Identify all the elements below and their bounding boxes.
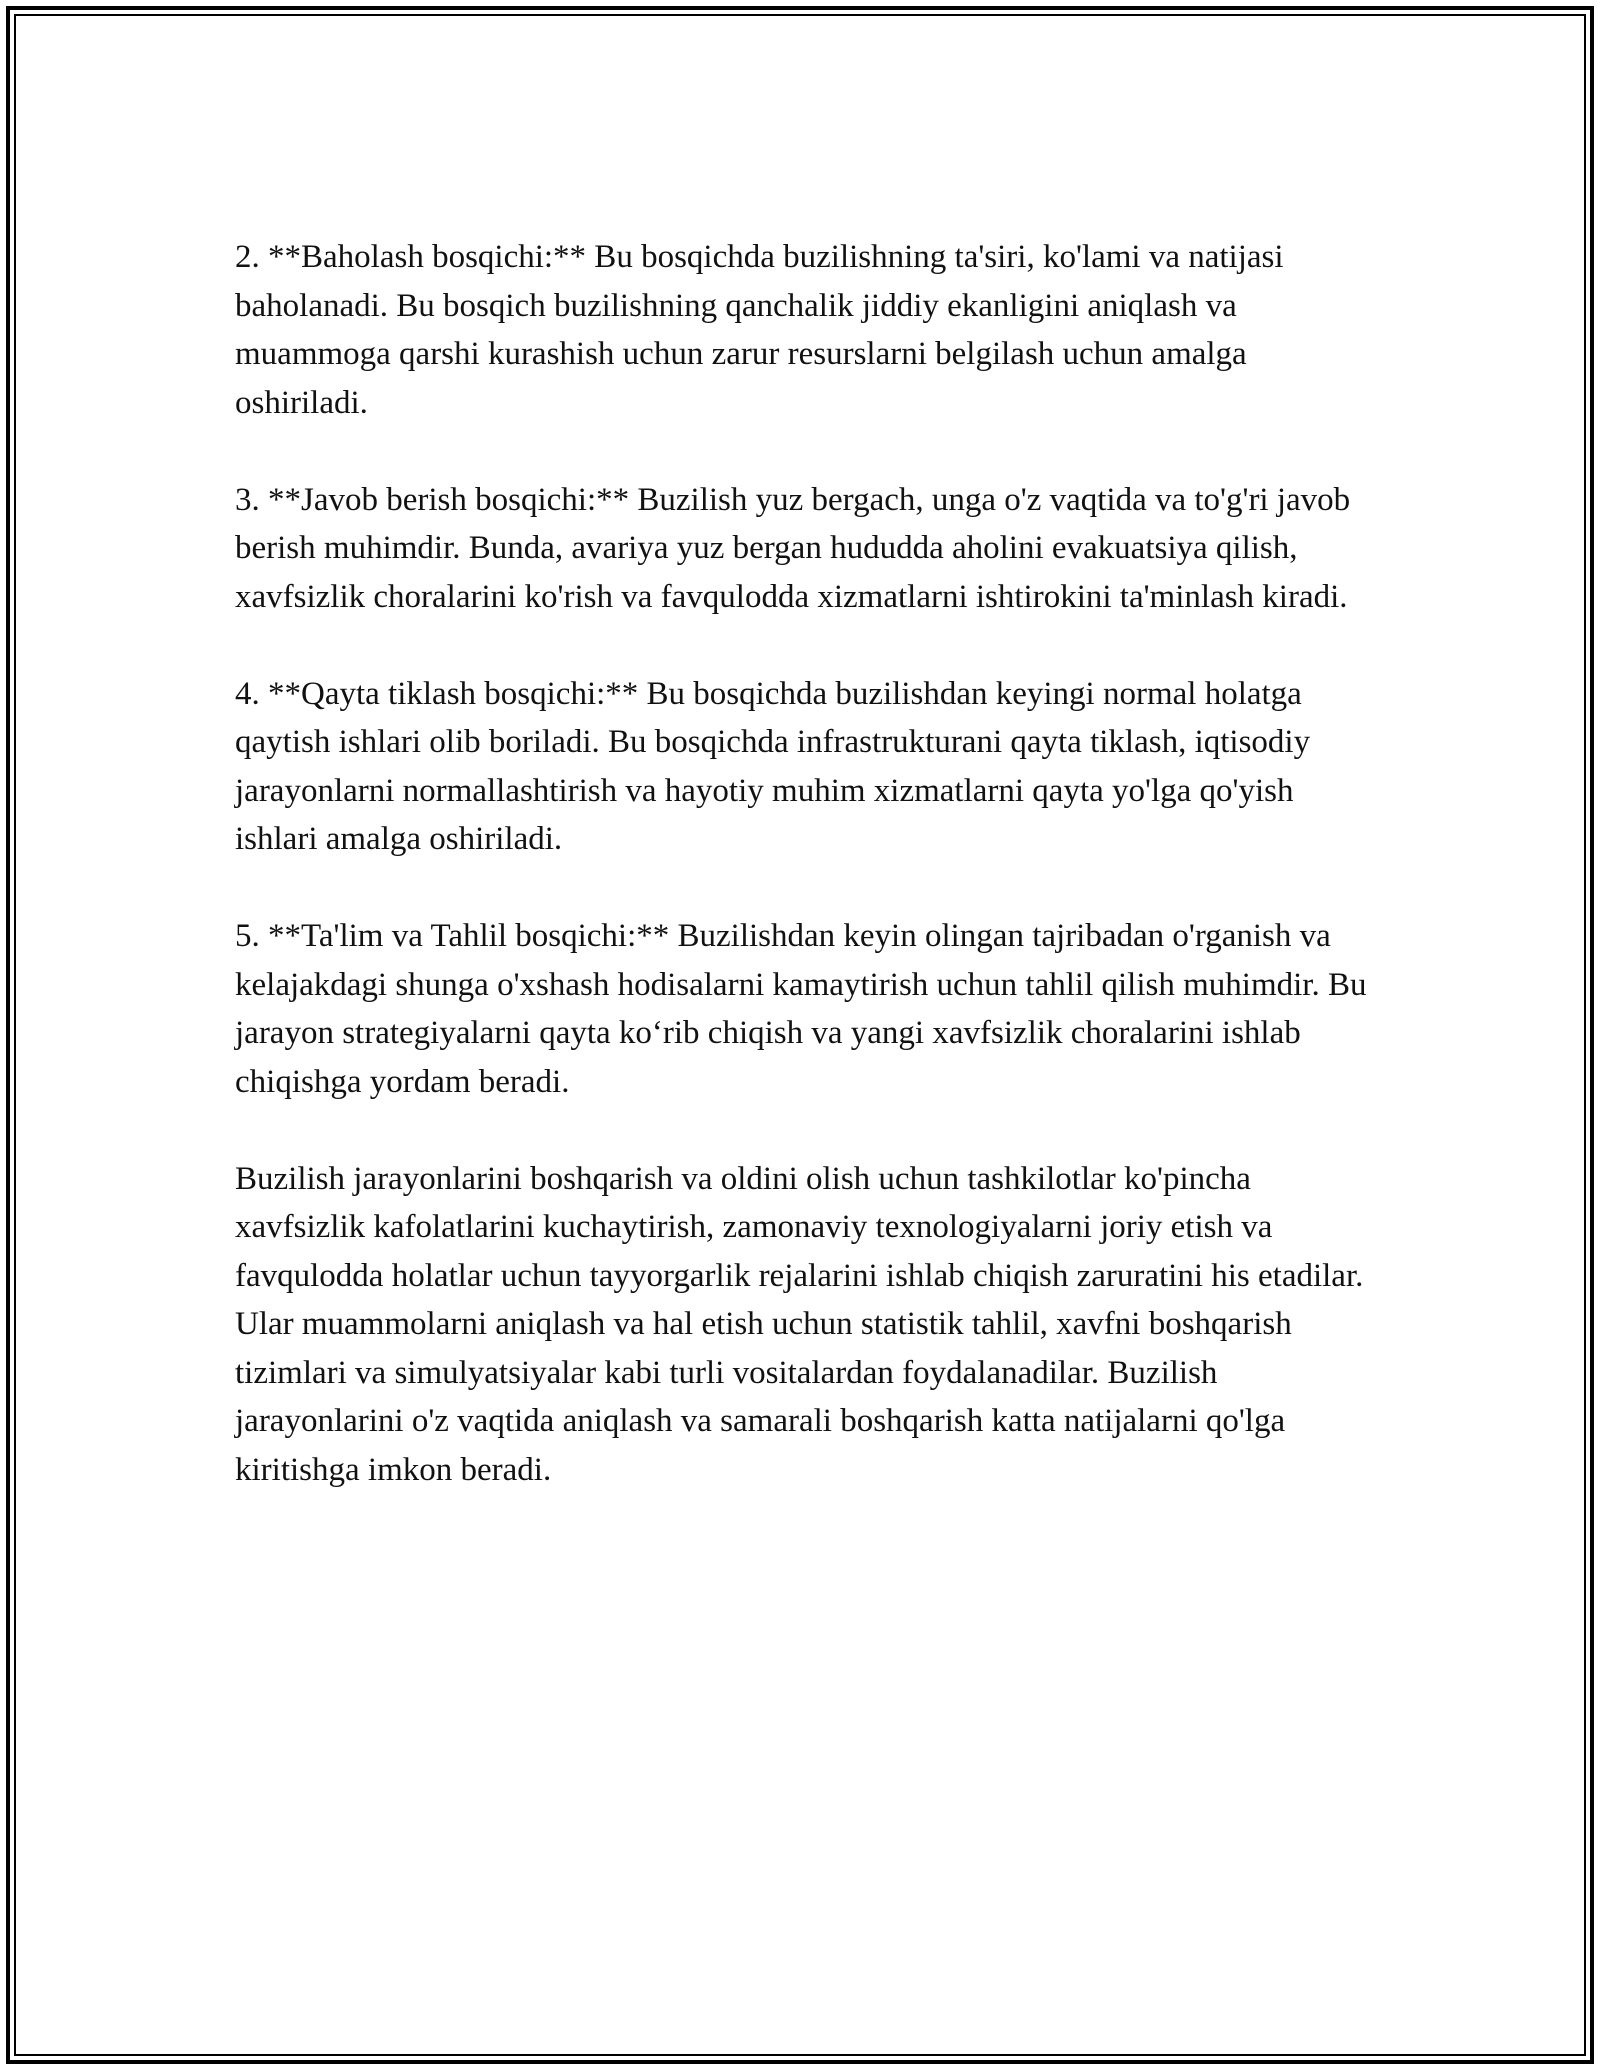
- document-body: [235, 233, 1375, 1543]
- paragraph-recovery-stage: 4. **Qayta tiklash bosqichi:** Bu bosqichda buzilishdan keyingi normal holatga qaytish ishlari olib boriladi. Bu bosqichda infrastrukturani qayta tiklash, iqtisodiy jarayonlarni normallashtirish va hayotiy muhim xizmatlarni qayta yo'lga qo'yish ishlari amalga oshiriladi.: [235, 675, 1311, 857]
- paragraph-response-stage: 3. **Javob berish bosqichi:** Buzilish yuz bergach, unga o'z vaqtida va to'g'ri javob berish muhimdir. Bunda, avariya yuz bergan hududda aholini evakuatsiya qilish, xavfsizlik choralarini ko'rish va favqulodda xizmatlarni ishtirokini ta'minlash kiradi.: [235, 481, 1351, 615]
- paragraph-assessment-stage: 2. **Baholash bosqichi:** Bu bosqichda buzilishning ta'siri, ko'lami va natijasi baholanadi. Bu bosqich buzilishning qanchalik jiddiy ekanligini aniqlash va muammoga qarshi kurashish uchun zarur resurslarni belgilash uchun amalga oshiriladi.: [235, 239, 1284, 421]
- paragraph-conclusion: Buzilish jarayonlarini boshqarish va oldini olish uchun tashkilotlar ko'pincha xavfsizlik kafolatlarini kuchaytirish, zamonaviy texnologiyalarni joriy etish va favqulodda holatlar uchun tayyorgarlik rejalarini ishlab chiqish zaruratini his etadilar. Ular muammolarni aniqlash va hal etish uchun statistik tahlil, xavfni boshqarish tizimlari va simulyatsiyalar kabi turli vositalardan foydalanadilar. Buzilish jarayonlarini o'z vaqtida aniqlash va samarali boshqarish katta natijalarni qo'lga kiritishga imkon beradi.: [235, 1160, 1364, 1488]
- paragraph-learning-stage: 5. **Ta'lim va Tahlil bosqichi:** Buzilishdan keyin olingan tajribadan o'rganish va kelajakdagi shunga o'xshash hodisalarni kamaytirish uchun tahlil qilish muhimdir. Bu jarayon strategiyalarni qayta ko‘rib chiqish va yangi xavfsizlik choralarini ishlab chiqishga yordam beradi.: [235, 918, 1367, 1100]
